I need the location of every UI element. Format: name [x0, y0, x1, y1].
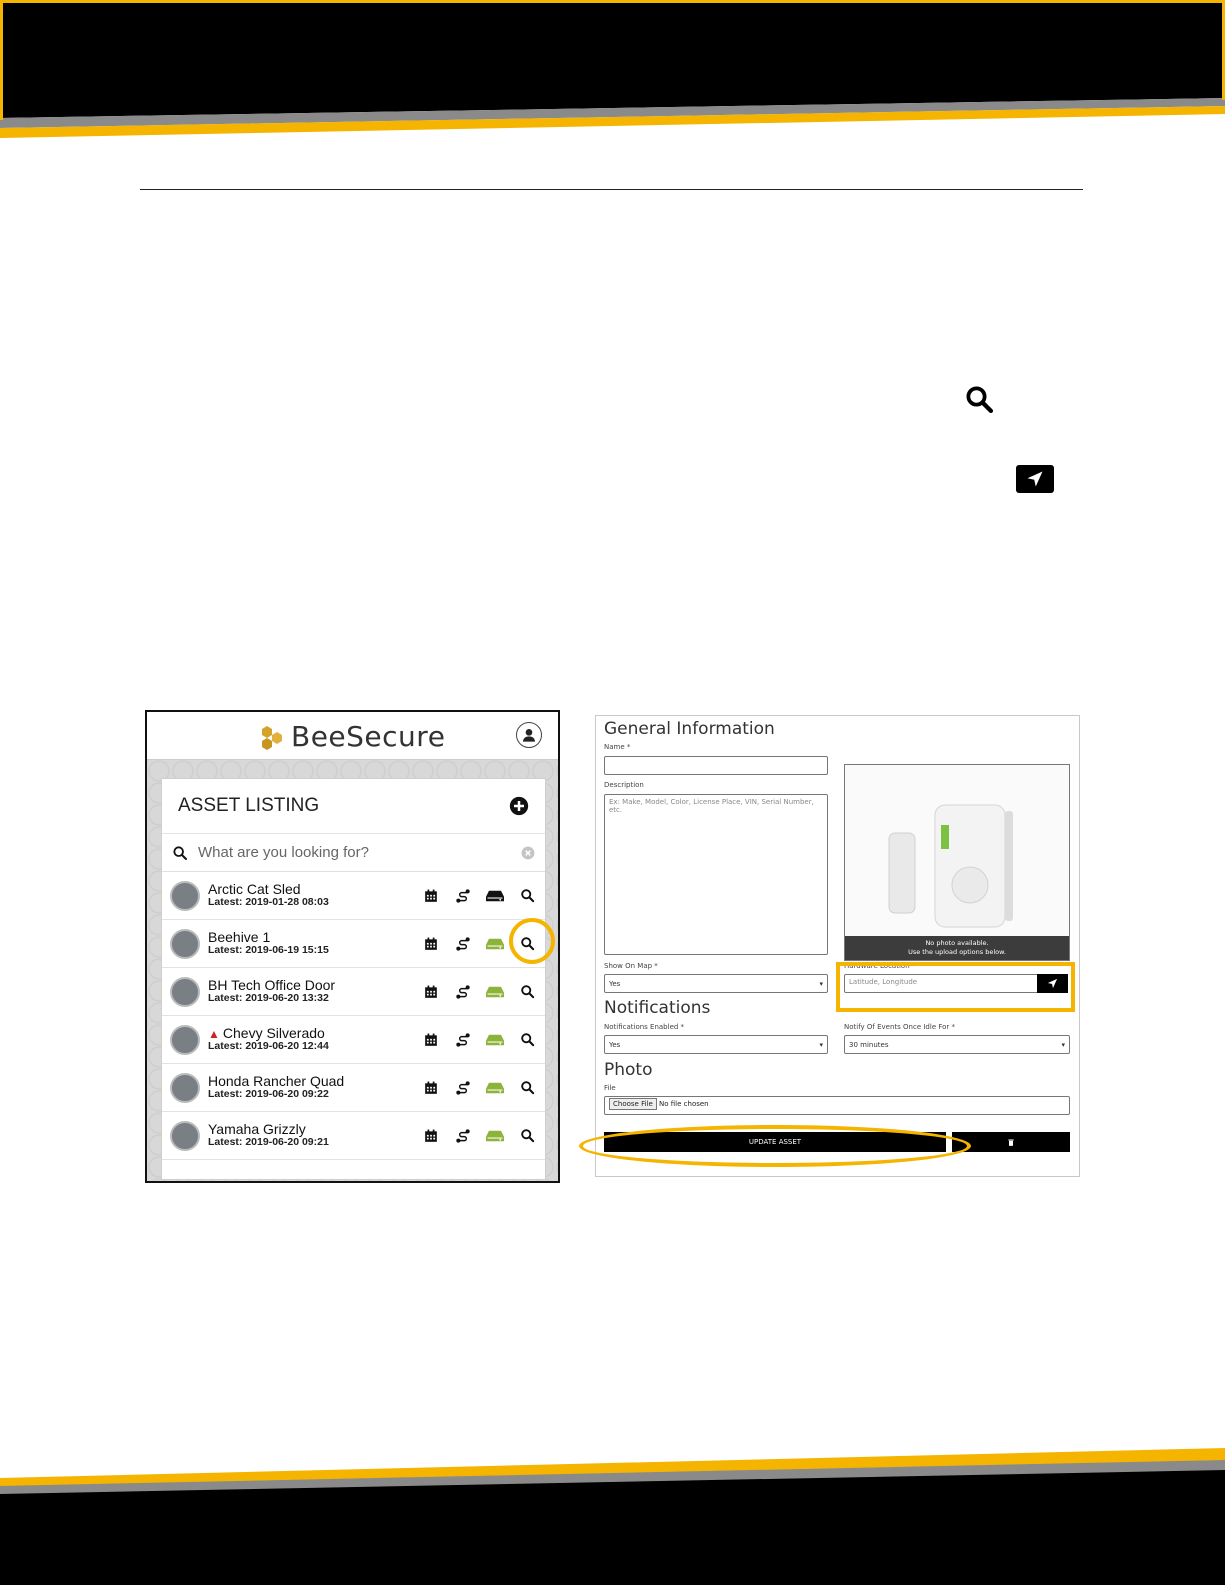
highlight-ellipse-annotation	[579, 1125, 971, 1167]
location-arrow-button	[1016, 465, 1054, 493]
search-icon[interactable]	[517, 1030, 537, 1050]
asset-latest: Latest: 2019-06-20 12:44	[208, 1040, 329, 1053]
hard-drive-icon[interactable]	[485, 934, 505, 954]
calendar-icon[interactable]	[421, 1030, 441, 1050]
clear-search-icon[interactable]	[521, 846, 535, 860]
asset-thumbnail	[170, 929, 200, 959]
description-label: Description	[604, 781, 644, 789]
calendar-icon[interactable]	[421, 982, 441, 1002]
photo-caption-line-1: No photo available.	[925, 939, 989, 947]
footer-banner	[0, 1448, 1225, 1585]
asset-name-text: Yamaha Grizzly	[208, 1121, 306, 1138]
chevron-down-icon: ▾	[819, 979, 823, 988]
asset-thumbnail	[170, 1025, 200, 1055]
brand-logo	[259, 720, 445, 753]
search-icon[interactable]	[517, 886, 537, 906]
asset-listing-card	[161, 778, 546, 1180]
name-label: Name *	[604, 743, 631, 751]
asset-search-input[interactable]	[198, 844, 511, 861]
asset-latest: Latest: 2019-06-20 09:22	[208, 1088, 329, 1101]
update-asset-button[interactable]: UPDATE ASSET	[604, 1132, 946, 1152]
chevron-down-icon: ▾	[819, 1040, 823, 1049]
calendar-icon[interactable]	[421, 1126, 441, 1146]
asset-name	[208, 1026, 421, 1041]
asset-row-text	[208, 1074, 421, 1101]
asset-row[interactable]	[162, 1064, 545, 1112]
asset-row-text	[208, 930, 421, 957]
photo-caption	[845, 936, 1069, 960]
asset-name	[208, 978, 421, 993]
asset-list	[162, 872, 545, 1160]
show-on-map-select[interactable]	[604, 974, 828, 993]
asset-actions	[421, 982, 537, 1002]
asset-actions	[421, 886, 537, 906]
hard-drive-icon[interactable]	[485, 1126, 505, 1146]
highlight-circle-annotation	[509, 918, 555, 964]
highlight-rect-annotation	[836, 962, 1075, 1012]
notifications-enabled-value: Yes	[609, 1040, 621, 1049]
asset-row[interactable]	[162, 968, 545, 1016]
header-banner	[0, 0, 1225, 140]
route-icon[interactable]	[453, 1030, 473, 1050]
alert-triangle-icon: ▲	[208, 1027, 220, 1042]
choose-file-button[interactable]: Choose File	[609, 1098, 657, 1110]
asset-row[interactable]	[162, 920, 545, 968]
route-icon[interactable]	[453, 982, 473, 1002]
description-textarea[interactable]: Ex: Make, Model, Color, License Place, VIN, Serial Number, etc.	[604, 794, 828, 955]
photo-heading: Photo	[604, 1060, 653, 1080]
calendar-icon[interactable]	[421, 886, 441, 906]
asset-name	[208, 882, 421, 897]
search-icon[interactable]	[517, 1078, 537, 1098]
asset-actions	[421, 1030, 537, 1050]
hardware-location-input[interactable]: Latitude, Longitude	[844, 974, 1068, 993]
delete-asset-button[interactable]	[952, 1132, 1070, 1152]
notifications-heading: Notifications	[604, 998, 711, 1018]
chevron-down-icon: ▾	[1061, 1040, 1065, 1049]
asset-row[interactable]	[162, 1112, 545, 1160]
app-header	[147, 712, 558, 760]
asset-row-text	[208, 978, 421, 1005]
file-label: File	[604, 1084, 616, 1092]
trash-icon	[1007, 1138, 1015, 1147]
asset-thumbnail	[170, 1073, 200, 1103]
asset-latest: Latest: 2019-01-28 08:03	[208, 896, 329, 909]
asset-row-text	[208, 882, 421, 909]
notify-idle-label: Notify Of Events Once Idle For *	[844, 1023, 956, 1031]
search-icon[interactable]	[517, 1126, 537, 1146]
user-icon	[521, 727, 537, 743]
sensor-device-image	[845, 765, 1070, 940]
general-information-heading: General Information	[604, 719, 775, 739]
divider-rule	[140, 189, 1083, 190]
asset-row[interactable]	[162, 1016, 545, 1064]
asset-name	[208, 1122, 421, 1137]
asset-search-row	[162, 834, 545, 872]
hardware-location-label: Hardware Location *	[844, 962, 916, 970]
asset-actions	[421, 1126, 537, 1146]
show-on-map-value: Yes	[609, 979, 621, 988]
search-icon[interactable]	[517, 982, 537, 1002]
search-icon	[964, 384, 994, 414]
hard-drive-icon[interactable]	[485, 1030, 505, 1050]
notifications-enabled-label: Notifications Enabled *	[604, 1023, 685, 1031]
mobile-screenshot	[145, 710, 560, 1183]
notify-idle-select[interactable]	[844, 1035, 1070, 1054]
location-arrow-icon	[1026, 470, 1044, 488]
asset-latest: Latest: 2019-06-20 09:21	[208, 1136, 329, 1149]
asset-latest: Latest: 2019-06-20 13:32	[208, 992, 329, 1005]
asset-edit-form-screenshot	[595, 715, 1080, 1177]
route-icon[interactable]	[453, 886, 473, 906]
asset-latest: Latest: 2019-06-19 15:15	[208, 944, 329, 957]
asset-name-text: Chevy Silverado	[222, 1025, 325, 1042]
asset-row-text	[208, 1026, 421, 1053]
asset-name-text: Beehive 1	[208, 929, 271, 946]
brand-name: BeeSecure	[291, 720, 446, 753]
asset-name	[208, 930, 421, 945]
show-on-map-label: Show On Map *	[604, 962, 658, 970]
calendar-icon[interactable]	[421, 934, 441, 954]
asset-name	[208, 1074, 421, 1089]
calendar-icon[interactable]	[421, 1078, 441, 1098]
route-icon[interactable]	[453, 1126, 473, 1146]
asset-row[interactable]	[162, 872, 545, 920]
user-account-button[interactable]	[516, 722, 542, 748]
asset-name-text: Honda Rancher Quad	[208, 1073, 345, 1090]
file-input[interactable]	[604, 1096, 1070, 1115]
asset-actions	[421, 1078, 537, 1098]
asset-name-text: Arctic Cat Sled	[208, 881, 301, 898]
route-icon[interactable]	[453, 1078, 473, 1098]
route-icon[interactable]	[453, 934, 473, 954]
search-icon	[172, 845, 188, 861]
name-input[interactable]	[604, 756, 828, 775]
asset-thumbnail	[170, 1121, 200, 1151]
notify-idle-value: 30 minutes	[849, 1040, 889, 1049]
hard-drive-icon[interactable]	[485, 982, 505, 1002]
asset-name-text: BH Tech Office Door	[208, 977, 336, 994]
honeycomb-logo-icon	[259, 724, 285, 750]
asset-listing-title: ASSET LISTING	[178, 795, 320, 816]
asset-photo-preview	[844, 764, 1070, 961]
photo-caption-line-2: Use the upload options below.	[908, 948, 1006, 956]
no-file-text: No file chosen	[659, 1100, 709, 1108]
asset-row-text	[208, 1122, 421, 1149]
asset-thumbnail	[170, 977, 200, 1007]
asset-listing-header	[162, 779, 545, 834]
asset-thumbnail	[170, 881, 200, 911]
add-asset-button[interactable]	[509, 796, 529, 816]
notifications-enabled-select[interactable]	[604, 1035, 828, 1054]
hard-drive-icon[interactable]	[485, 886, 505, 906]
hard-drive-icon[interactable]	[485, 1078, 505, 1098]
